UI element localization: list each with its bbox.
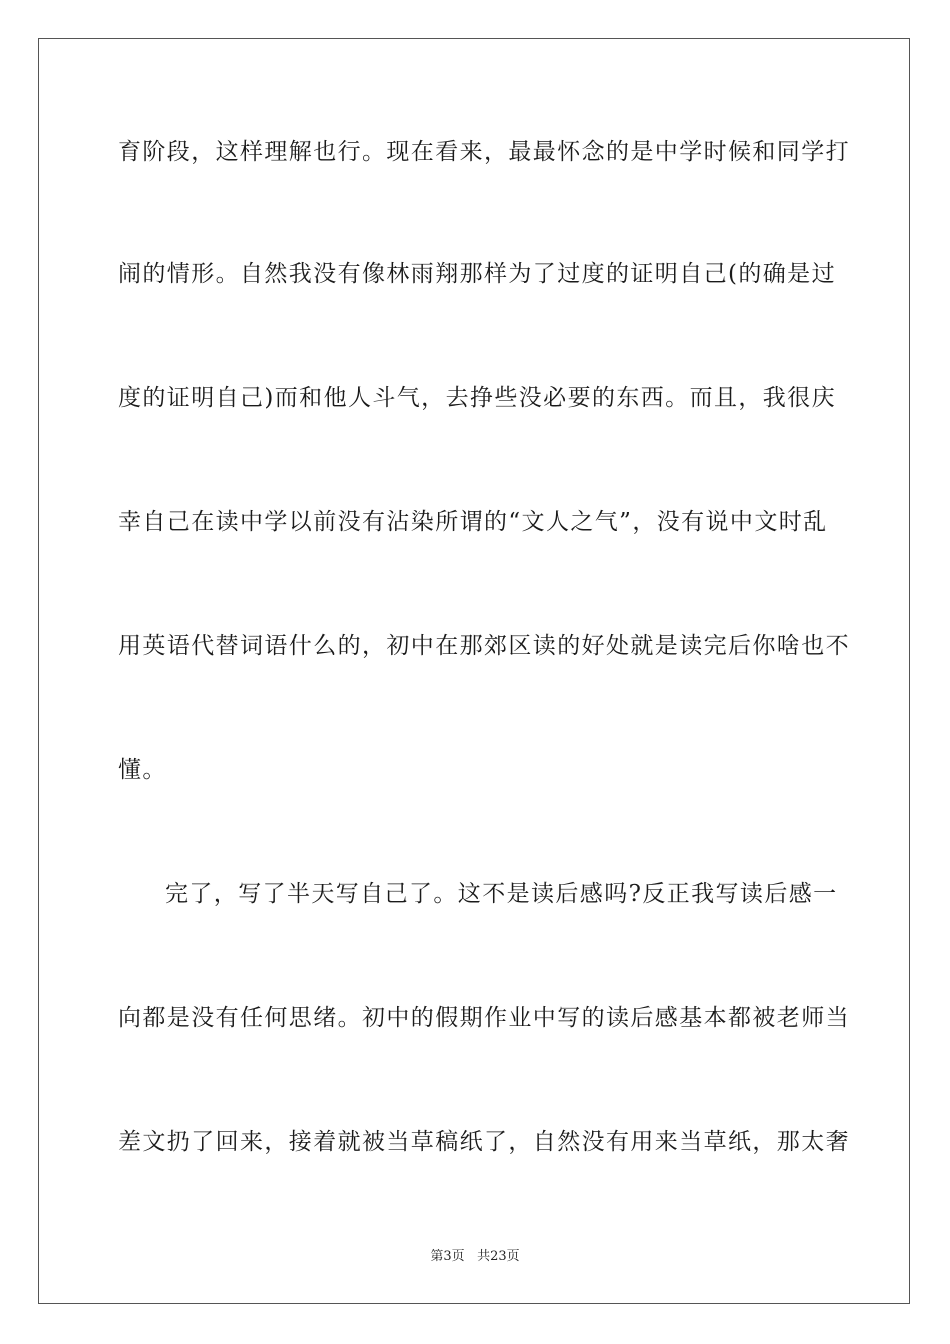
text-line: 闹的情形。自然我没有像林雨翔那样为了过度的证明自己(的确是过 (118, 261, 836, 287)
text-line: 用英语代替词语什么的，初中在那郊区读的好处就是读完后你啥也不 (118, 633, 850, 659)
page-footer (0, 1248, 950, 1266)
page-number: 第3页 (430, 1249, 465, 1264)
text-line: 育阶段，这样理解也行。现在看来，最最怀念的是中学时候和同学打 (118, 139, 850, 165)
text-line: 度的证明自己)而和他人斗气，去挣些没必要的东西。而且，我很庆 (118, 385, 836, 411)
text-line: 差文扔了回来，接着就被当草稿纸了，自然没有用来当草纸，那太奢 (118, 1129, 850, 1155)
page-border (38, 38, 910, 1304)
text-line: 懂。 (118, 757, 167, 783)
paragraph-start-line: 完了，写了半天写自己了。这不是读后感吗?反正我写读后感一 (165, 881, 838, 907)
page-total: 共23页 (477, 1249, 520, 1264)
text-line: 向都是没有任何思绪。初中的假期作业中写的读后感基本都被老师当 (118, 1005, 850, 1031)
text-line: 幸自己在读中学以前没有沾染所谓的“文人之气”，没有说中文时乱 (118, 509, 828, 535)
